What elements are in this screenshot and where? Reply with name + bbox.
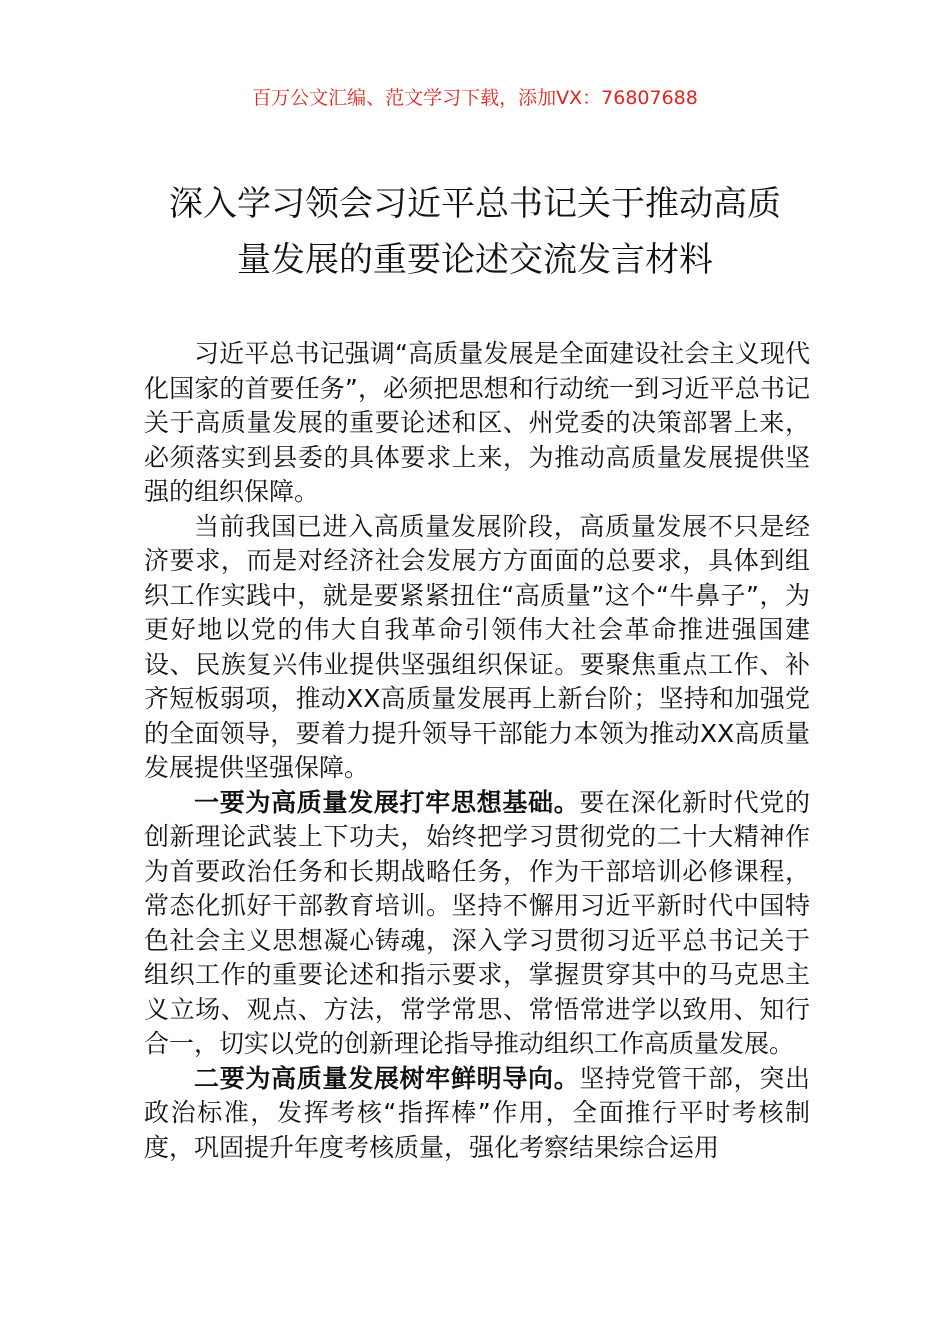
paragraph-2-text: 当前我国已进入高质量发展阶段，高质量发展不只是经济要求，而是对经济社会发展方方面面的总要求，具体到组织工作实践中，就是要紧紧扭住“高质量”这个“牛鼻子”，为更好地以党的伟大自我革命引领伟大社会革命推进强国建设、民族复兴伟业提供坚强组织保证。要聚焦重点工作、补齐短板弱项，推动XX高质量发展再上新台阶；坚持和加强党的全面领导，要着力提升领导干部能力本领为推动XX高质量发展提供坚强保障。: [144, 511, 810, 782]
paragraph-4-heading: 二要为高质量发展树牢鲜明导向。: [194, 1063, 580, 1093]
paragraph-3-text: 要在深化新时代党的创新理论武装上下功夫，始终把学习贯彻党的二十大精神作为首要政治任务和长期战略任务，作为干部培训必修课程，常态化抓好干部教育培训。坚持不懈用习近平新时代中国特色社会主义思想凝心铸魂，深入学习贯彻习近平总书记关于组织工作的重要论述和指示要求，掌握贯穿其中的马克思主义立场、观点、方法，常学常思、常悟常进学以致用、知行合一，切实以党的创新理论指导推动组织工作高质量发展。: [144, 787, 810, 1058]
document-title-line-2: 量发展的重要论述交流发言材料: [237, 240, 713, 280]
document-title-line-1: 深入学习领会习近平总书记关于推动高质: [169, 184, 781, 224]
paragraph-1-text: 习近平总书记强调“高质量发展是全面建设社会主义现代化国家的首要任务”，必须把思想和行动统一到习近平总书记关于高质量发展的重要论述和区、州党委的决策部署上来，必须落实到县委的具体要求上来，为推动高质量发展提供坚强的组织保障。: [144, 339, 810, 506]
document-title: [140, 176, 810, 288]
paragraph-4: [144, 1062, 810, 1166]
paragraph-3: [144, 786, 810, 1062]
paragraph-1: [144, 337, 810, 510]
paragraph-3-heading: 一要为高质量发展打牢思想基础。: [194, 787, 580, 817]
watermark-header-note: 百万公文汇编、范文学习下载，添加VX：76807688: [252, 87, 698, 109]
document-body: [144, 337, 810, 1165]
paragraph-2: [144, 510, 810, 786]
paragraph-4-text: 坚持党管干部，突出政治标准，发挥考核“指挥棒”作用，全面推行平时考核制度，巩固提升年度考核质量，强化考察结果综合运用: [144, 1063, 810, 1162]
